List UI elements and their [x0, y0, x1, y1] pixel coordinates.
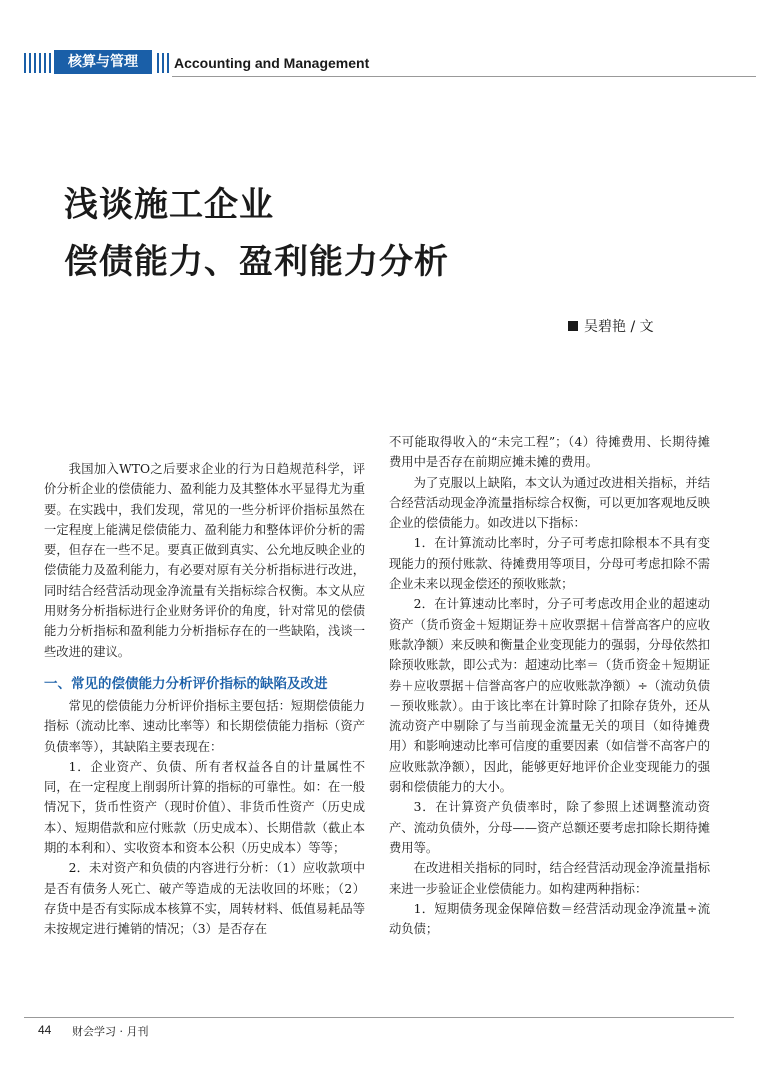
right-column: [389, 432, 710, 939]
header-rule: [172, 76, 756, 77]
body-paragraph: 3．在计算资产负债率时，除了参照上述调整流动资产、流动负债外，分母——资产总额还要考虑扣除长期待摊费用等。: [389, 800, 710, 855]
body-paragraph: 1．在计算流动比率时，分子可考虑扣除根本不具有变现能力的预付账款、待摊费用等项目，分母可考虑扣除不需企业未来以现金偿还的预收账款；: [389, 536, 710, 592]
journal-name: 财会学习 · 月刊: [72, 1025, 149, 1038]
left-column: [44, 459, 365, 940]
section-label-cn: 核算与管理: [54, 50, 152, 74]
body-paragraph-continued: 不可能取得收入的“未完工程”；（4）待摊费用、长期待摊费用中是否存在前期应摊未摊的费用。: [389, 435, 710, 470]
header-bars-left: [24, 53, 51, 73]
body-paragraph: 1．企业资产、负债、所有者权益各自的计量属性不同，在一定程度上削弱所计算的指标的可靠性。如：在一般情况下，货币性资产（现时价值）、非货币性资产（历史成本）、短期借款和应付账款（历史成本）、长期借款（截止本期的本利和）、实收资本和资本公积（历史成本）等等；: [44, 759, 365, 856]
page-footer: [24, 1017, 734, 1047]
body-paragraph: 2．在计算速动比率时，分子可考虑改用企业的超速动资产（货币资金＋短期证券＋应收票据＋信誉高客户的应收账款净额）来反映和衡量企业变现能力的强弱，分母依然扣除预收账款，即公式为：超速动比率＝（货币资金＋短期证券＋应收票据＋信誉高客户的应收账款净额）÷（流动负债－预收账款）。由于该比率在计算时除了扣除存货外，还从流动资产中剔除了与当前现金流量无关的项目（如待摊费用）和影响速动比率可信度的重要因素（如信誉不高客户的应收账款净额），因此，能够更好地评价企业变现能力的强弱和偿债能力的大小。: [389, 597, 710, 795]
page-number: 44: [38, 1023, 52, 1037]
running-header: [24, 50, 734, 76]
body-paragraph: 为了克服以上缺陷，本文认为通过改进相关指标，并结合经营活动现金净流量指标综合权衡，可以更加客观地反映企业的偿债能力。如改进以下指标：: [389, 475, 710, 531]
section-heading: 一、常见的偿债能力分析评价指标的缺陷及改进: [44, 675, 328, 692]
author-byline: [568, 316, 654, 336]
intro-paragraph: 我国加入WTO之后要求企业的行为日趋规范科学，评价分析企业的偿债能力、盈利能力及其整体水平显得尤为重要。在实践中，我们发现，常见的一些分析评价指标虽然在一定程度上能满足偿债能力、盈利能力和整体评价分析的需要，但存在一些不足。要真正做到真实、公允地反映企业的偿债能力及盈利能力，有必要对原有关分析指标进行改进，同时结合经营活动现金净流量有关指标综合权衡。本文从应用财务分析指标进行企业财务评价的角度，针对常见的偿债能力分析指标和盈利能力分析指标存在的一些缺陷，浅谈一些改进的建议。: [44, 462, 365, 659]
section-label-en: Accounting and Management: [174, 55, 370, 71]
article-title-line-2: 偿债能力、盈利能力分析: [64, 242, 449, 282]
body-paragraph: 常见的偿债能力分析评价指标主要包括：短期偿债能力指标（流动比率、速动比率等）和长期偿债能力指标（资产负债率等），其缺陷主要表现在：: [44, 698, 365, 754]
body-paragraph: 1．短期债务现金保障倍数＝经营活动现金净流量÷流动负债；: [389, 901, 710, 937]
article-title-line-1: 浅谈施工企业: [64, 185, 274, 225]
byline-square-icon: [568, 321, 578, 331]
author-name: 吴碧艳 / 文: [584, 319, 654, 335]
footer-rule: [24, 1017, 734, 1018]
header-bars-right: [157, 53, 169, 73]
body-paragraph: 在改进相关指标的同时，结合经营活动现金净流量指标来进一步验证企业偿债能力。如构建两种指标：: [389, 861, 710, 896]
body-paragraph: 2．未对资产和负债的内容进行分析：（1）应收款项中是否有债务人死亡、破产等造成的无法收回的坏账；（2）存货中是否有实际成本核算不实，周转材料、低值易耗品等未按规定进行摊销的情况；（3）是否存在: [44, 861, 365, 937]
